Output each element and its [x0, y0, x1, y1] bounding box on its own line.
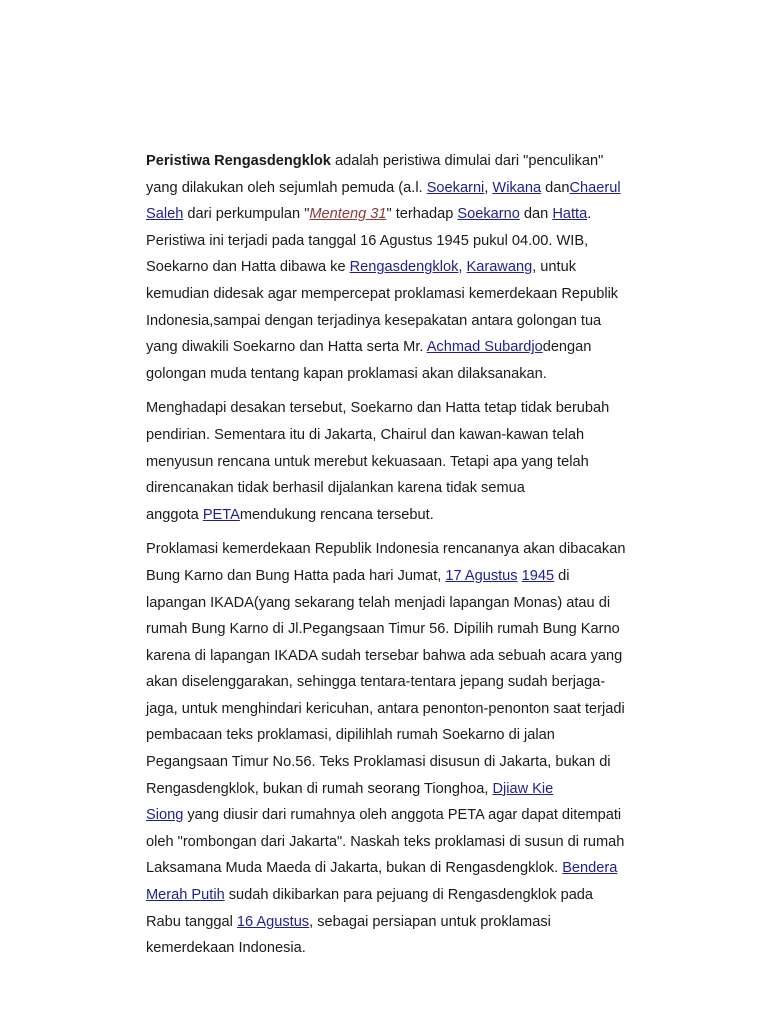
- text-run: kemerdekaan Indonesia.: [146, 940, 306, 957]
- link-soekarni[interactable]: Soekarni: [426, 179, 485, 196]
- text-line: [146, 802, 666, 829]
- link-wikana[interactable]: Wikana: [492, 179, 542, 196]
- text-line: [146, 361, 666, 388]
- text-line: [146, 722, 666, 749]
- text-run: dan: [519, 206, 553, 223]
- text-run: ,: [458, 259, 467, 276]
- text-line: [146, 201, 666, 228]
- text-line: [146, 175, 666, 202]
- link-1945[interactable]: 1945: [521, 567, 555, 584]
- text-run: oleh "rombongan dari Jakarta". Naskah teks proklamasi di susun di rumah: [146, 833, 625, 850]
- text-run: , sebagai persiapan untuk proklamasi: [309, 913, 551, 930]
- paragraph-2: [146, 395, 666, 528]
- text-line: [146, 228, 666, 255]
- text-run: Bung Karno dan Bung Hatta pada hari Jumat,: [146, 567, 446, 584]
- text-line: [146, 669, 666, 696]
- link-peta[interactable]: PETA: [202, 506, 240, 523]
- text-run: golongan muda tentang kapan proklamasi akan dilaksanakan.: [146, 365, 547, 382]
- text-line: [146, 281, 666, 308]
- text-run: pembacaan teks proklamasi, dipilihlah rumah Soekarno di jalan: [146, 727, 555, 744]
- text-line: [146, 590, 666, 617]
- paragraph-3: [146, 536, 666, 962]
- text-run: adalah peristiwa dimulai dari "penculikan": [330, 153, 604, 169]
- text-line: [146, 616, 666, 643]
- text-run: jaga, untuk menghindari kericuhan, antara penonton-penonton saat terjadi: [146, 700, 625, 717]
- text-run: ,: [484, 179, 493, 196]
- paragraph-1: [146, 148, 666, 387]
- text-run: .: [587, 206, 592, 223]
- text-run: lapangan IKADA(yang sekarang telah menjadi lapangan Monas) atau di: [146, 594, 611, 611]
- text-line: [146, 935, 666, 962]
- bold-term: Peristiwa Rengasdengklok: [146, 153, 331, 169]
- text-line: [146, 696, 666, 723]
- text-run: Indonesia,sampai dengan terjadinya kesepakatan antara golongan tua: [146, 312, 602, 329]
- text-line: [146, 334, 666, 361]
- text-line: [146, 536, 666, 563]
- text-run: menyusun rencana untuk merebut kekuasaan. Tetapi apa yang telah: [146, 453, 589, 470]
- link-siong[interactable]: Siong: [146, 807, 184, 824]
- text-run: dan: [541, 179, 570, 196]
- text-line: [146, 422, 666, 449]
- text-line: [146, 449, 666, 476]
- text-line: [146, 776, 666, 803]
- text-line: [146, 643, 666, 670]
- text-run: mendukung rencana tersebut.: [239, 506, 434, 523]
- text-run: rumah Bung Karno di Jl.Pegangsaan Timur 56. Dipilih rumah Bung Karno: [146, 621, 620, 638]
- text-run: yang dilakukan oleh sejumlah pemuda (a.l.: [146, 179, 427, 196]
- text-run: di: [554, 567, 570, 584]
- text-line: [146, 855, 666, 882]
- text-line: [146, 749, 666, 776]
- text-run: kemudian didesak agar mempercepat proklamasi kemerdekaan Republik: [146, 285, 619, 302]
- link-merah-putih[interactable]: Merah Putih: [146, 887, 225, 904]
- link-djiaw-kie[interactable]: Djiaw Kie: [492, 780, 554, 797]
- link-soekarno[interactable]: Soekarno: [457, 206, 520, 223]
- text-line: [146, 308, 666, 335]
- text-run: karena di lapangan IKADA sudah tersebar bahwa ada sebuah acara yang: [146, 647, 623, 664]
- text-run: direncanakan tidak berhasil dijalankan karena tidak semua: [146, 480, 525, 497]
- text-run: Rengasdengklok, bukan di rumah seorang Tionghoa,: [146, 780, 493, 797]
- text-line: [146, 909, 666, 936]
- text-line: [146, 882, 666, 909]
- link-rengasdengklok[interactable]: Rengasdengklok: [349, 259, 459, 276]
- text-run: akan diselenggarakan, sehingga tentara-tentara jepang sudah berjaga-: [146, 674, 606, 691]
- link-saleh[interactable]: Saleh: [146, 206, 184, 223]
- text-run: yang diusir dari rumahnya oleh anggota PETA agar dapat ditempati: [183, 807, 622, 824]
- text-run: Proklamasi kemerdekaan Republik Indonesia rencananya akan dibacakan: [146, 541, 626, 558]
- text-line: [146, 829, 666, 856]
- text-line: [146, 502, 666, 529]
- text-line: [146, 148, 666, 175]
- text-run: , untuk: [532, 259, 577, 276]
- article-body: [146, 148, 666, 962]
- link-achmad-subardjo[interactable]: Achmad Subardjo: [426, 339, 543, 356]
- link-karawang[interactable]: Karawang: [466, 259, 533, 276]
- text-run: dari perkumpulan ": [183, 206, 310, 223]
- link-bendera[interactable]: Bendera: [562, 860, 618, 877]
- text-run: Laksamana Muda Maeda di Jakarta, bukan di Rengasdengklok.: [146, 860, 563, 877]
- text-run: Soekarno dan Hatta dibawa ke: [146, 259, 350, 276]
- text-run: " terhadap: [386, 206, 458, 223]
- text-line: [146, 563, 666, 590]
- text-run: dengan: [542, 339, 592, 356]
- text-line: [146, 395, 666, 422]
- text-line: [146, 254, 666, 281]
- link-menteng-31[interactable]: Menteng 31: [309, 206, 387, 223]
- text-run: Menghadapi desakan tersebut, Soekarno dan Hatta tetap tidak berubah: [146, 400, 610, 417]
- text-run: Peristiwa ini terjadi pada tanggal 16 Agustus 1945 pukul 04.00. WIB,: [146, 232, 589, 249]
- text-run: sudah dikibarkan para pejuang di Rengasdengklok pada: [224, 887, 594, 904]
- text-run: yang diwakili Soekarno dan Hatta serta Mr.: [146, 339, 427, 356]
- text-run: anggota: [146, 506, 203, 523]
- link-16-agustus[interactable]: 16 Agustus: [236, 913, 310, 930]
- text-line: [146, 475, 666, 502]
- text-run: Rabu tanggal: [146, 913, 237, 930]
- link-17-agustus[interactable]: 17 Agustus: [445, 567, 518, 584]
- link-hatta[interactable]: Hatta: [552, 206, 588, 223]
- text-run: Pegangsaan Timur No.56. Teks Proklamasi disusun di Jakarta, bukan di: [146, 754, 611, 771]
- text-run: pendirian. Sementara itu di Jakarta, Chairul dan kawan-kawan telah: [146, 426, 585, 443]
- link-chaerul[interactable]: Chaerul: [569, 179, 621, 196]
